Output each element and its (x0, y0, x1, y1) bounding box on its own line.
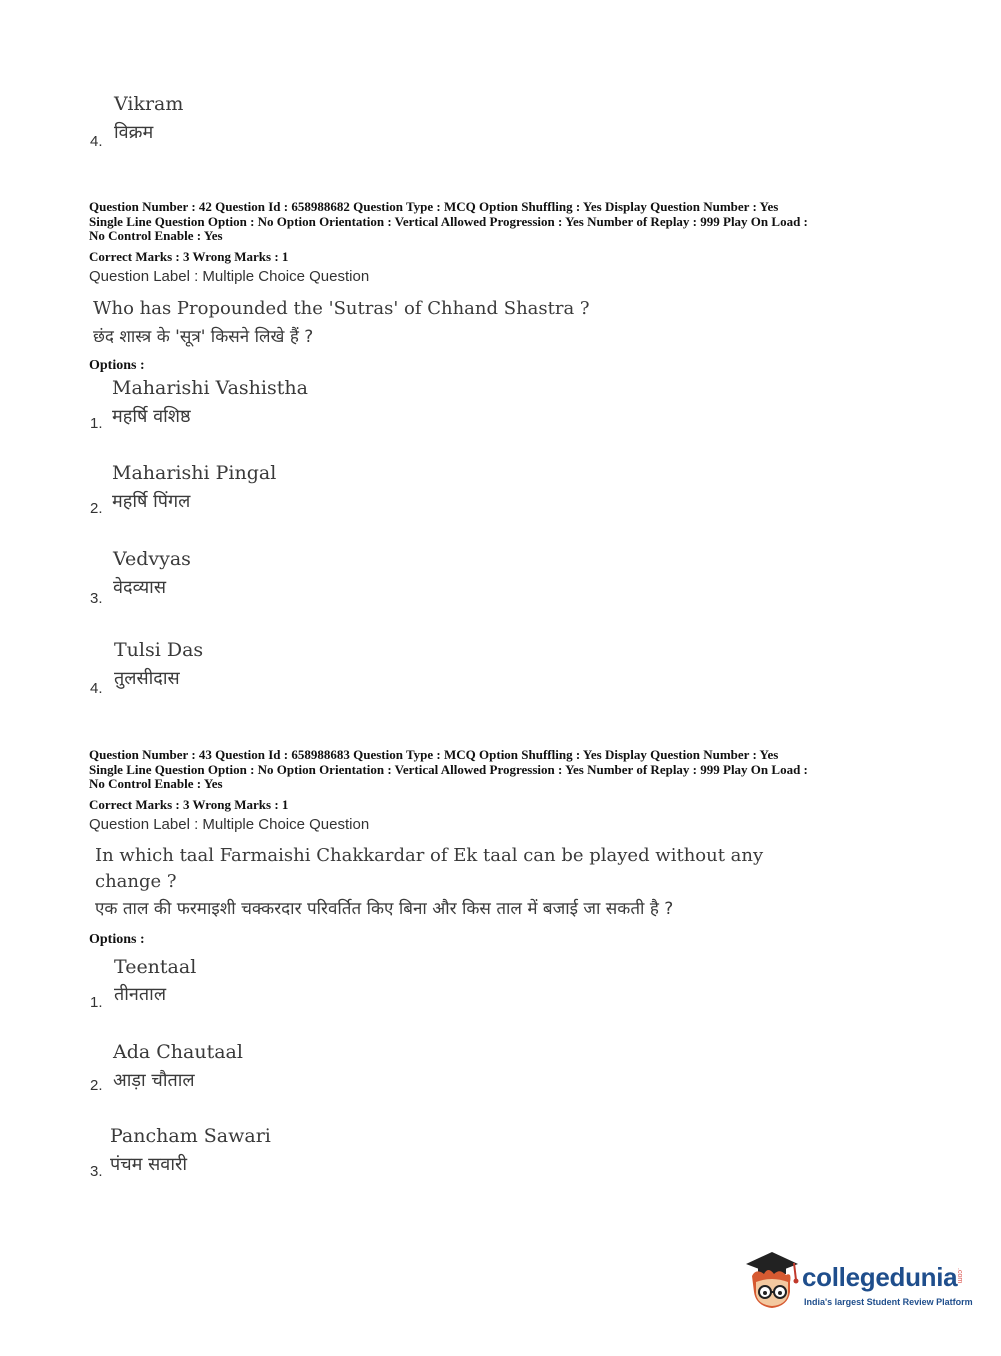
prev-option-4-en: Vikram (114, 93, 184, 115)
q42-options-label: Options : (89, 358, 145, 373)
q43-meta-line1: Question Number : 43 Question Id : 658988683 Question Type : MCQ Option Shuffling : Yes Display Question Number : Yes (89, 747, 779, 762)
q42-meta-line1: Question Number : 42 Question Id : 658988682 Question Type : MCQ Option Shuffling : Yes Display Question Number : Yes (89, 199, 779, 214)
option-en: Tulsi Das (114, 639, 204, 661)
q43-metadata (89, 748, 919, 792)
option-hi: आड़ा चौताल (113, 1070, 195, 1091)
q43-meta-line3: No Control Enable : Yes (89, 776, 223, 791)
option-number: 2. (90, 500, 103, 517)
q42-marks: Correct Marks : 3 Wrong Marks : 1 (89, 249, 289, 264)
option-hi: महर्षि वशिष्ठ (112, 406, 191, 427)
q42-question-label: Question Label : Multiple Choice Question (89, 268, 370, 285)
q43-question-en-line2: change ? (95, 871, 177, 892)
logo-tagline: India's largest Student Review Platform (804, 1297, 973, 1307)
option-en: Maharishi Pingal (112, 462, 277, 484)
option-hi: पंचम सवारी (110, 1154, 188, 1175)
q42-question-en: Who has Propounded the 'Sutras' of Chhand Shastra ? (93, 298, 590, 319)
option-number: 1. (90, 994, 103, 1011)
option-en: Pancham Sawari (110, 1125, 271, 1147)
option-number: 1. (90, 415, 103, 432)
option-number: 3. (90, 590, 103, 607)
q42-metadata (89, 200, 919, 244)
q43-marks: Correct Marks : 3 Wrong Marks : 1 (89, 797, 289, 812)
option-number: 3. (90, 1163, 103, 1180)
option-en: Teentaal (114, 956, 197, 978)
q42-meta-line3: No Control Enable : Yes (89, 228, 223, 243)
q43-options-label: Options : (89, 932, 145, 947)
option-en: Vedvyas (113, 548, 191, 570)
option-number: 4. (90, 680, 103, 697)
prev-option-4-hi: विक्रम (114, 122, 154, 143)
mascot-icon (742, 1248, 800, 1312)
logo-wordmark: collegedunia (802, 1262, 958, 1292)
q43-question-en-line1: In which taal Farmaishi Chakkardar of Ek taal can be played without any (95, 845, 764, 866)
collegedunia-logo (742, 1248, 972, 1316)
option-hi: वेदव्यास (113, 577, 166, 598)
logo-dotcom: .com (956, 1268, 963, 1284)
option-en: Maharishi Vashistha (112, 377, 308, 399)
option-number: 2. (90, 1077, 103, 1094)
option-hi: तीनताल (114, 984, 167, 1005)
option-en: Ada Chautaal (113, 1041, 243, 1063)
option-hi: महर्षि पिंगल (112, 491, 191, 512)
q42-question-hi: छंद शास्त्र के 'सूत्र' किसने लिखे हैं ? (93, 327, 314, 347)
q42-meta-line2: Single Line Question Option : No Option Orientation : Vertical Allowed Progression : Yes Number of Replay : 999 Play On Load : (89, 213, 808, 229)
q43-question-label: Question Label : Multiple Choice Question (89, 816, 370, 833)
q43-meta-line2: Single Line Question Option : No Option Orientation : Vertical Allowed Progression : Yes Number of Replay : 999 Play On Load : (89, 761, 808, 777)
prev-option-4-number: 4. (90, 133, 103, 150)
q43-question-hi: एक ताल की फरमाइशी चक्करदार परिवर्तित किए बिना और किस ताल में बजाई जा सकती है ? (95, 899, 674, 919)
option-hi: तुलसीदास (114, 668, 180, 689)
